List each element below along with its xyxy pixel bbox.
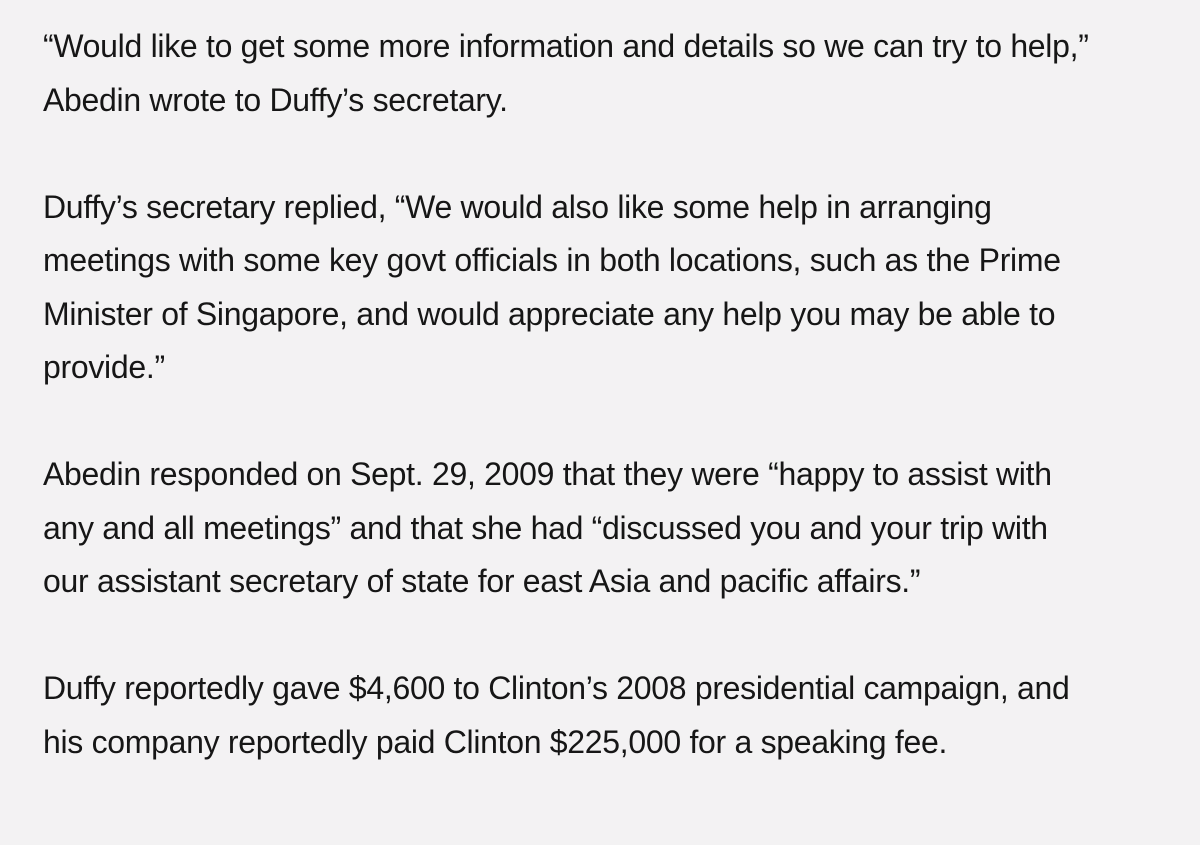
article-body <box>43 20 1173 823</box>
paragraph-line: Duffy reportedly gave $4,600 to Clinton’s 2008 presidential campaign, and <box>43 670 1070 706</box>
paragraph-line: Abedin wrote to Duffy’s secretary. <box>43 81 508 118</box>
paragraph-3 <box>43 448 1173 609</box>
paragraph-2 <box>43 181 1173 395</box>
paragraph-line: any and all meetings” and that she had “discussed you and your trip with <box>43 509 1048 546</box>
paragraph-line: “Would like to get some more information and details so we can try to help,” <box>43 28 1089 64</box>
paragraph-line: his company reportedly paid Clinton $225,000 for a speaking fee. <box>43 723 948 760</box>
paragraph-line: meetings with some key govt officials in both locations, such as the Prime <box>43 242 1061 278</box>
paragraph-line: Duffy’s secretary replied, “We would also like some help in arranging <box>43 188 992 225</box>
paragraph-1 <box>43 20 1173 127</box>
paragraph-line: provide.” <box>43 349 165 385</box>
paragraph-line: Abedin responded on Sept. 29, 2009 that they were “happy to assist with <box>43 456 1052 492</box>
paragraph-line: our assistant secretary of state for east Asia and pacific affairs.” <box>43 563 921 599</box>
paragraph-4 <box>43 662 1173 769</box>
paragraph-line: Minister of Singapore, and would appreciate any help you may be able to <box>43 295 1056 332</box>
